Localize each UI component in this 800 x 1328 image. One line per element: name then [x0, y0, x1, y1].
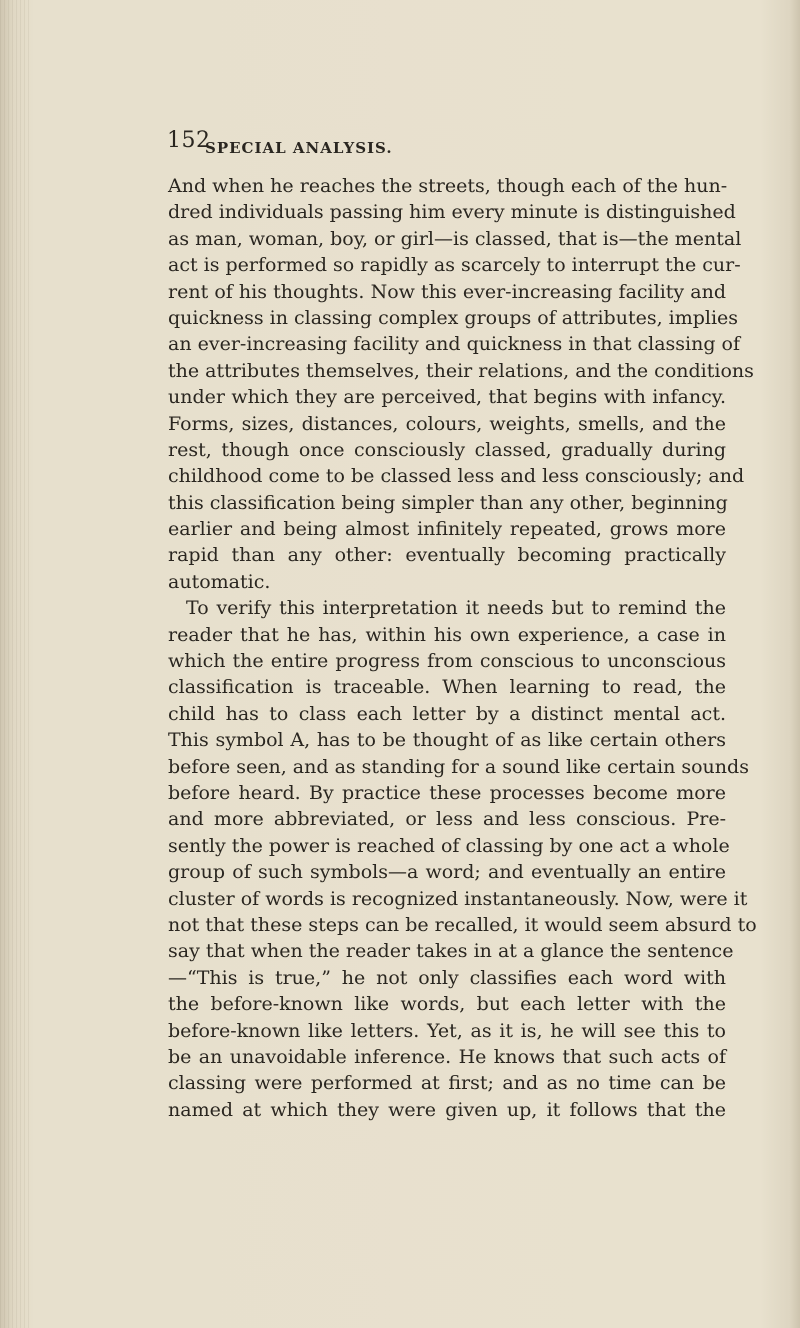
text-line: the before-known like words, but each letter with the: [168, 993, 726, 1016]
text-line: rapid than any other: eventually becoming practically: [168, 544, 726, 567]
text-line: reader that he has, within his own experience, a case in: [168, 623, 726, 646]
text-line: this classification being simpler than any other, beginning: [168, 491, 728, 514]
text-line: which the entire progress from conscious to unconscious: [168, 650, 726, 673]
text-line: act is performed so rapidly as scarcely to interrupt the cur-: [168, 254, 741, 277]
running-head: SPECIAL ANALYSIS.: [205, 139, 393, 157]
text-line: rest, though once consciously classed, gradually during: [168, 438, 726, 461]
text-line: earlier and being almost infinitely repeated, grows more: [168, 518, 726, 541]
page-binding-edge: [0, 0, 30, 1328]
text-line: an ever-increasing facility and quickness in that classing of: [168, 333, 741, 356]
text-line: automatic.: [168, 570, 271, 593]
text-line: rent of his thoughts. Now this ever-increasing facility and: [168, 280, 726, 303]
text-line: not that these steps can be recalled, it would seem absurd to: [168, 913, 757, 936]
text-line: group of such symbols—a word; and eventually an entire: [168, 861, 726, 884]
text-line: Forms, sizes, distances, colours, weights, smells, and the: [168, 412, 726, 435]
text-line: under which they are perceived, that begins with infancy.: [168, 386, 726, 409]
text-line: before-known like letters. Yet, as it is, he will see this to: [168, 1019, 726, 1042]
text-line: sently the power is reached of classing by one act a whole: [168, 834, 730, 857]
text-line: classing were performed at first; and as no time can be: [168, 1072, 726, 1095]
text-line: dred individuals passing him every minute is distinguished: [168, 201, 736, 224]
text-line: To verify this interpretation it needs but to remind the: [186, 597, 726, 620]
text-line: and more abbreviated, or less and less conscious. Pre-: [168, 808, 726, 831]
text-line: say that when the reader takes in at a glance the sentence: [168, 940, 734, 963]
text-line: before heard. By practice these processes become more: [168, 781, 726, 804]
page-header: [167, 128, 727, 164]
text-line: the attributes themselves, their relations, and the conditions: [168, 359, 754, 382]
text-line: classification is traceable. When learning to read, the: [168, 676, 726, 699]
body-text: [168, 173, 757, 1123]
text-line: child has to class each letter by a distinct mental act.: [168, 702, 726, 725]
text-line: quickness in classing complex groups of attributes, implies: [168, 306, 739, 329]
text-line: as man, woman, boy, or girl—is classed, that is—the mental: [168, 227, 742, 250]
text-line: childhood come to be classed less and less consciously; and: [168, 465, 745, 488]
text-line: cluster of words is recognized instantaneously. Now, were it: [168, 887, 748, 910]
text-line: be an unavoidable inference. He knows that such acts of: [168, 1045, 726, 1068]
page-number: 152: [167, 128, 211, 153]
text-line: This symbol A, has to be thought of as like certain others: [168, 729, 726, 752]
text-line: —“This is true,” he not only classifies each word with: [168, 966, 726, 989]
text-line: before seen, and as standing for a sound like certain sounds: [168, 755, 749, 778]
text-line: And when he reaches the streets, though each of the hun-: [168, 175, 728, 197]
text-line: named at which they were given up, it follows that the: [168, 1098, 726, 1121]
